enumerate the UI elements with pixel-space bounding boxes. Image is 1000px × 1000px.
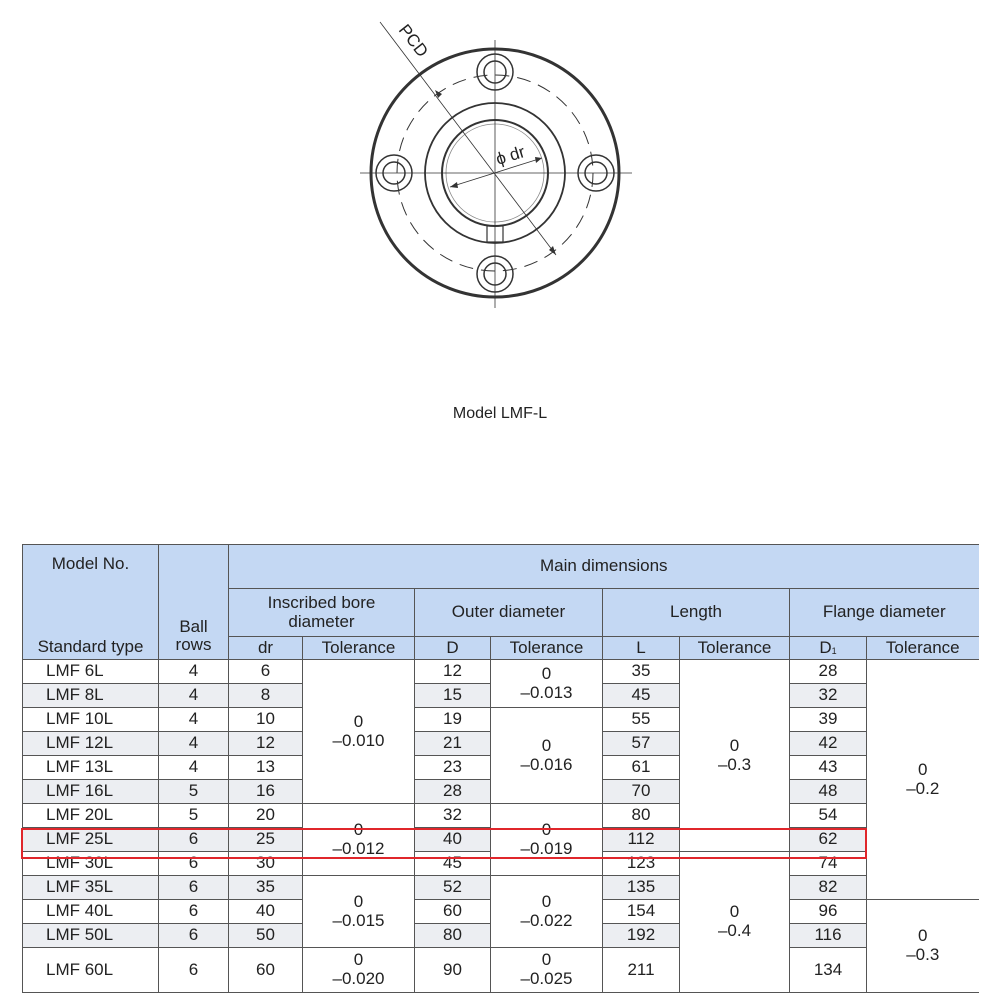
L-header: L	[603, 637, 680, 660]
table-row	[23, 660, 979, 684]
table-row	[23, 804, 979, 828]
model-cell: LMF 40L	[23, 900, 159, 924]
dr-label: ϕ dr	[493, 142, 528, 169]
dr-cell: 20	[229, 804, 303, 828]
model-cell: LMF 35L	[23, 876, 159, 900]
table-row	[23, 708, 979, 732]
dr-cell: 10	[229, 708, 303, 732]
dr-cell: 40	[229, 900, 303, 924]
model-cell: LMF 13L	[23, 756, 159, 780]
D-cell: 60	[415, 900, 491, 924]
dr-cell: 60	[229, 948, 303, 993]
dr-tolerance-cell: 0 –0.010	[303, 660, 415, 804]
D1-tolerance-header: Tolerance	[867, 637, 979, 660]
ball-rows-cell: 6	[159, 852, 229, 876]
ball-rows-cell: 6	[159, 900, 229, 924]
L-cell: 57	[603, 732, 680, 756]
flange-bearing-drawing	[360, 10, 650, 310]
D1-cell: 82	[790, 876, 867, 900]
ball-rows-cell: 6	[159, 876, 229, 900]
model-cell: LMF 12L	[23, 732, 159, 756]
dr-header: dr	[229, 637, 303, 660]
L-cell: 80	[603, 804, 680, 828]
L-cell: 35	[603, 660, 680, 684]
D1-cell: 74	[790, 852, 867, 876]
D-cell: 19	[415, 708, 491, 732]
model-cell: LMF 8L	[23, 684, 159, 708]
L-cell: 135	[603, 876, 680, 900]
D1-cell: 43	[790, 756, 867, 780]
D1-cell: 116	[790, 924, 867, 948]
main-dimensions-header: Main dimensions	[229, 545, 979, 589]
D1-tolerance-cell: 0 –0.3	[867, 900, 979, 993]
D-header: D	[415, 637, 491, 660]
D-cell: 40	[415, 828, 491, 852]
dr-cell: 12	[229, 732, 303, 756]
outer-diameter-header: Outer diameter	[415, 589, 603, 637]
D-tolerance-cell: 0 –0.022	[491, 876, 603, 948]
L-cell: 192	[603, 924, 680, 948]
L-tolerance-header: Tolerance	[680, 637, 790, 660]
dr-tolerance-cell: 0 –0.020	[303, 948, 415, 993]
ball-rows-cell: 5	[159, 780, 229, 804]
D1-cell: 39	[790, 708, 867, 732]
dr-tolerance-cell: 0 –0.012	[303, 804, 415, 876]
L-tolerance-cell: 0 –0.4	[680, 852, 790, 993]
L-cell: 123	[603, 852, 680, 876]
table-row	[23, 876, 979, 900]
ball-rows-cell: 6	[159, 828, 229, 852]
D-cell: 80	[415, 924, 491, 948]
model-cell: LMF 6L	[23, 660, 159, 684]
model-no-header: Model No. Standard type	[23, 545, 159, 660]
L-cell: 211	[603, 948, 680, 993]
model-cell: LMF 60L	[23, 948, 159, 993]
model-cell: LMF 50L	[23, 924, 159, 948]
standard-type-header: Standard type	[37, 637, 144, 657]
D-cell: 90	[415, 948, 491, 993]
D1-cell: 48	[790, 780, 867, 804]
ball-rows-cell: 4	[159, 732, 229, 756]
pcd-label: PCD	[394, 20, 432, 61]
D-cell: 12	[415, 660, 491, 684]
L-tolerance-cell: 0 –0.3	[680, 660, 790, 852]
model-cell: LMF 10L	[23, 708, 159, 732]
D-cell: 52	[415, 876, 491, 900]
dr-cell: 50	[229, 924, 303, 948]
ball-rows-cell: 5	[159, 804, 229, 828]
D1-cell: 54	[790, 804, 867, 828]
dimension-table	[22, 544, 979, 993]
dr-cell: 25	[229, 828, 303, 852]
D1-cell: 32	[790, 684, 867, 708]
ball-rows-cell: 6	[159, 924, 229, 948]
L-cell: 45	[603, 684, 680, 708]
D1-cell: 42	[790, 732, 867, 756]
D-cell: 45	[415, 852, 491, 876]
D-cell: 23	[415, 756, 491, 780]
L-cell: 112	[603, 828, 680, 852]
ball-rows-cell: 4	[159, 756, 229, 780]
length-header: Length	[603, 589, 790, 637]
ball-rows-cell: 6	[159, 948, 229, 993]
L-cell: 70	[603, 780, 680, 804]
L-cell: 154	[603, 900, 680, 924]
D1-tolerance-cell: 0 –0.2	[867, 660, 979, 900]
model-cell: LMF 16L	[23, 780, 159, 804]
table-row	[23, 948, 979, 993]
flange-diameter-header: Flange diameter	[790, 589, 979, 637]
D-tolerance-header: Tolerance	[491, 637, 603, 660]
model-cell: LMF 20L	[23, 804, 159, 828]
ball-rows-header: Ball rows	[159, 545, 229, 660]
D-cell: 21	[415, 732, 491, 756]
ball-rows-cell: 4	[159, 708, 229, 732]
dr-cell: 30	[229, 852, 303, 876]
model-cell: LMF 25L	[23, 828, 159, 852]
dr-cell: 13	[229, 756, 303, 780]
D-tolerance-cell: 0 –0.025	[491, 948, 603, 993]
model-cell: LMF 30L	[23, 852, 159, 876]
dr-cell: 16	[229, 780, 303, 804]
D-cell: 15	[415, 684, 491, 708]
dr-tolerance-header: Tolerance	[303, 637, 415, 660]
D1-cell: 62	[790, 828, 867, 852]
inscribed-bore-header: Inscribed bore diameter	[229, 589, 415, 637]
D1-cell: 134	[790, 948, 867, 993]
D-cell: 28	[415, 780, 491, 804]
D-tolerance-cell: 0 –0.019	[491, 804, 603, 876]
dr-cell: 6	[229, 660, 303, 684]
dr-tolerance-cell: 0 –0.015	[303, 876, 415, 948]
D1-header: D1	[790, 637, 867, 660]
drawing-caption: Model LMF-L	[452, 405, 548, 422]
D-tolerance-cell: 0 –0.013	[491, 660, 603, 708]
ball-rows-cell: 4	[159, 660, 229, 684]
dr-cell: 8	[229, 684, 303, 708]
ball-rows-cell: 4	[159, 684, 229, 708]
L-cell: 55	[603, 708, 680, 732]
L-cell: 61	[603, 756, 680, 780]
dr-cell: 35	[229, 876, 303, 900]
D1-cell: 96	[790, 900, 867, 924]
D-tolerance-cell: 0 –0.016	[491, 708, 603, 804]
D1-cell: 28	[790, 660, 867, 684]
D-cell: 32	[415, 804, 491, 828]
